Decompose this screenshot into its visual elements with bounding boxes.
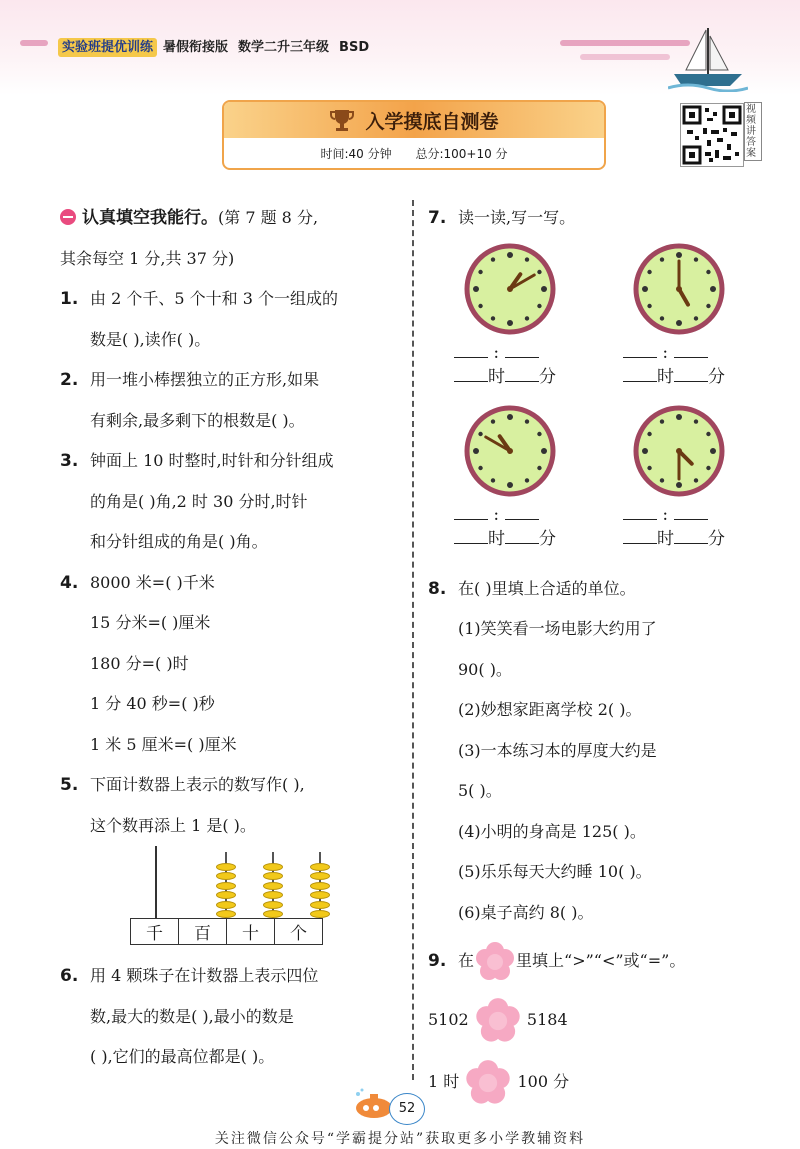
brand-subject: 数学二升三年级 [238,40,330,55]
column-divider [412,200,414,1080]
clock-answer-lines[interactable]: : 时 分 [623,503,725,551]
abacus-bead [216,863,236,871]
unit-item[interactable]: 5( )。 [458,781,502,800]
conversion-item[interactable]: 15 分米=( )厘米 [90,613,211,632]
place-hundreds: 百 [179,919,227,945]
abacus-bead [310,882,330,890]
question-text: 在( )里填上合适的单位。 [458,578,636,598]
section-note-cont: 其余每空 1 分,共 37 分) [60,248,235,268]
conversion-item[interactable]: 8000 米=( )千米 [90,572,215,592]
clock-face [464,405,556,497]
compare-row [428,1051,763,1113]
question-5 [60,765,405,806]
question-number: 3. [60,451,79,471]
qr-label: 视频讲答案 [744,102,762,161]
unit-item: (1)笑笑看一场电影大约用了 [458,619,657,638]
page-title: 入学摸底自测卷 [365,110,499,133]
clock-face [633,405,725,497]
clock-face [464,243,556,335]
right-column [428,198,763,1113]
question-2-answer-line[interactable]: 有剩余,最多剩下的根数是( )。 [90,410,305,430]
title-bar [224,102,604,138]
question-6-answer-line[interactable]: ( ),它们的最高位都是( )。 [90,1047,275,1066]
abacus-bead [263,891,283,899]
question-3-answer-line[interactable]: 和分针组成的角是( )角。 [90,532,268,551]
book-brand [58,36,379,55]
compare-left: 1 时 [428,1072,460,1091]
page-number: 52 [389,1093,425,1125]
compare-left: 5102 [428,1010,469,1029]
abacus-bead [263,901,283,909]
abacus-bead [216,901,236,909]
question-1-answer-line[interactable]: 数是( ),读作( )。 [90,329,211,349]
clock-answer-lines[interactable]: : 时 分 [454,503,556,551]
question-2 [60,360,405,401]
question-text[interactable]: 下面计数器上表示的数写作( ), [90,775,305,794]
footer-text: 关注微信公众号“学霸提分站”获取更多小学教辅资料 [214,1131,586,1147]
abacus-bead [263,872,283,880]
abacus-bead [310,901,330,909]
unit-item[interactable]: (6)桌子高约 8( )。 [458,902,594,922]
question-9 [428,933,763,989]
time-limit: 时间:40 分钟 [320,147,392,161]
question-number: 5. [60,775,79,795]
left-column [60,198,405,1078]
abacus-bead [263,863,283,871]
unit-item[interactable]: (5)乐乐每天大约睡 10( )。 [458,862,652,881]
abacus-counter [130,846,330,946]
abacus-place-table [130,918,323,945]
total-score: 总分:100+10 分 [415,147,508,161]
abacus-bead [310,863,330,871]
trophy-icon [329,107,355,133]
brand-edition: BSD [339,40,370,55]
abacus-bead [216,882,236,890]
section-heading [60,198,405,239]
question-number: 9. [428,951,447,971]
clock-face [633,243,725,335]
place-thousands: 千 [131,919,179,945]
question-text: 在 [458,951,475,970]
question-text: 用一堆小棒摆独立的正方形,如果 [90,370,320,389]
compare-row [428,989,763,1051]
clock-answer-lines[interactable]: : 时 分 [454,341,556,389]
brand-series: 暑假衔接版 [163,40,229,55]
question-number: 6. [60,966,79,986]
conversion-item[interactable]: 1 分 40 秒=( )秒 [90,694,215,713]
question-text: 由 2 个千、5 个十和 3 个一组成的 [90,289,338,308]
unit-item[interactable]: (4)小明的身高是 125( )。 [458,821,646,841]
decor-stripe [20,40,48,46]
unit-item[interactable]: (2)妙想家距离学校 2( )。 [458,700,642,719]
place-ones: 个 [275,919,323,945]
question-8 [428,569,763,610]
flower-answer-slot[interactable] [464,1059,512,1107]
compare-right: 5184 [526,1010,568,1029]
place-tens: 十 [227,919,275,945]
question-7 [428,198,763,239]
abacus-post [155,846,157,918]
compare-right: 100 分 [517,1072,570,1091]
unit-item[interactable]: 90( )。 [458,659,512,679]
question-6 [60,956,405,997]
abacus-bead [263,882,283,890]
question-number: 8. [428,578,447,599]
abacus-bead [310,910,330,918]
abacus-bead [310,872,330,880]
question-text: 钟面上 10 时整时,时针和分针组成 [90,451,334,470]
conversion-item[interactable]: 1 米 5 厘米=( )厘米 [90,734,237,754]
question-3 [60,441,405,482]
question-number: 7. [428,208,447,228]
flower-icon [474,941,516,983]
abacus-bead [263,910,283,918]
abacus-bead [310,891,330,899]
decor-stripe [580,54,670,60]
question-text: 里填上“>”“<”或“=”。 [516,951,686,970]
question-5-answer-line[interactable]: 这个数再添上 1 是( )。 [90,815,256,835]
section-title: 认真填空我能行。 [82,208,218,228]
unit-item: (3)一本练习本的厚度大约是 [458,740,657,760]
conversion-item[interactable]: 180 分=( )时 [90,653,189,673]
test-title-box [222,100,606,170]
question-text: 用 4 颗珠子在计数器上表示四位 [90,966,319,985]
minus-badge-icon [60,209,76,225]
clock-grid [428,239,763,569]
question-text: 读一读,写一写。 [458,208,576,227]
question-6-answer-line[interactable]: 数,最大的数是( ),最小的数是 [90,1006,294,1026]
abacus-bead [216,891,236,899]
abacus-bead [216,910,236,918]
section-note: (第 7 题 8 分, [218,208,319,227]
question-4 [60,563,405,604]
question-number: 2. [60,370,79,390]
clock-answer-lines[interactable]: : 时 分 [623,341,725,389]
brand-tag: 实验班提优训练 [58,38,157,57]
title-subline [224,138,604,162]
flower-answer-slot[interactable] [474,997,522,1045]
sailboat-icon [668,26,748,92]
qr-code-icon[interactable] [680,103,744,167]
question-1 [60,279,405,320]
question-number: 4. [60,572,79,593]
question-number: 1. [60,289,79,309]
abacus-bead [216,872,236,880]
question-3-answer-line[interactable]: 的角是( )角,2 时 30 分时,时针 [90,491,308,511]
